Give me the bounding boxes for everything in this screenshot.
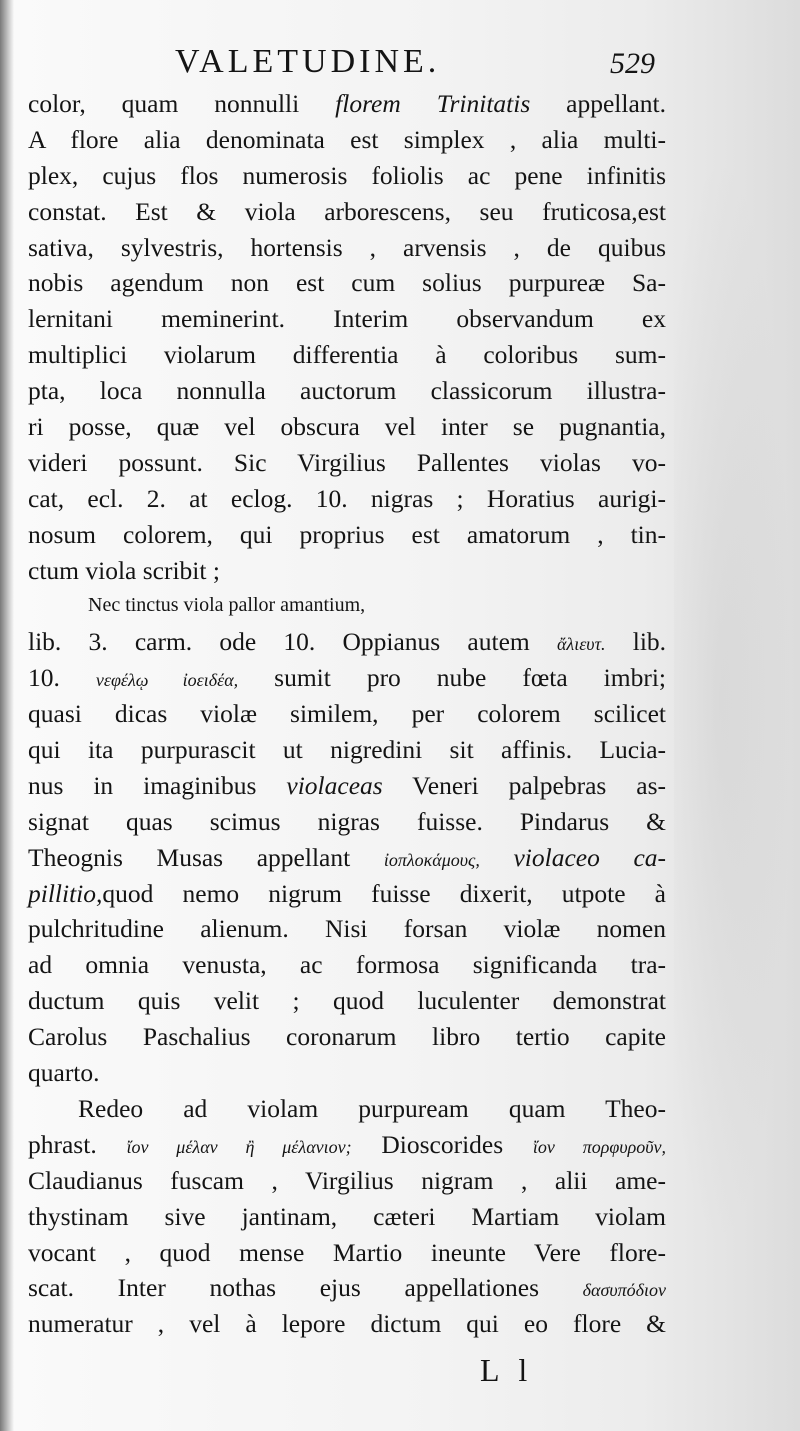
text-line: ad omnia venusta, ac formosa significanda tra-	[28, 950, 666, 980]
text-run: appellant.	[566, 89, 667, 118]
text-run: phrast.	[28, 1129, 97, 1159]
greek-run: ἴον πορφυροῦν,	[532, 1136, 667, 1157]
text-line	[28, 660, 666, 696]
greek-run: νεφέλῳ ἰοειδέα,	[95, 670, 239, 691]
page-header	[30, 42, 670, 82]
text-line: numeratur , vel à lepore dictum qui eo flore &	[28, 1309, 666, 1339]
text-line: Claudianus fuscam , Virgilius nigram , alii ame-	[28, 1165, 666, 1195]
text-line: multiplici violarum differentia à coloribus sum-	[28, 340, 666, 370]
italic-run: violaceo ca-	[513, 842, 667, 872]
text-line: quarto.	[28, 1058, 100, 1088]
show-through-shadow	[674, 150, 792, 1250]
text-run: color, quam nonnulli	[28, 89, 300, 118]
text-run: sumit pro nube fœta imbri;	[274, 663, 667, 693]
greek-run: ἴον μέλαν ἢ μέλανιον;	[126, 1136, 352, 1157]
text-line: ctum viola scribit ;	[28, 555, 220, 585]
text-line: signat quas scimus nigras fuisse. Pindarus &	[28, 806, 666, 836]
text-line: Carolus Paschalius coronarum libro tertio capite	[28, 1022, 666, 1052]
italic-run: pillitio,	[28, 878, 103, 908]
text-line	[28, 1270, 666, 1306]
text-line: cat, ecl. 2. at eclog. 10. nigras ; Horatius aurigi-	[28, 483, 666, 513]
text-run: scat. Inter nothas ejus appellationes	[28, 1273, 539, 1303]
running-head: VALETUDINE.	[175, 43, 441, 80]
greek-run: ἰοπλοκάμους,	[383, 849, 480, 870]
text-line: pulchritudine alienum. Nisi forsan violæ nomen	[28, 914, 666, 944]
text-line: vocant , quod mense Martio ineunte Vere flore-	[28, 1237, 666, 1267]
body-text	[28, 86, 666, 1342]
page-gutter-shadow	[0, 0, 14, 1431]
text-run: nus in imaginibus	[28, 770, 257, 800]
text-line: ductum quis velit ; quod luculenter demonstrat	[28, 986, 666, 1016]
text-run: Theognis Musas appellant	[28, 842, 351, 872]
verse-quotation: Nec tinctus viola pallor amantium,	[88, 594, 366, 617]
italic-run: violaceas	[286, 770, 383, 800]
text-line: Redeo ad violam purpuream quam Theo-	[78, 1093, 666, 1123]
signature-mark: L l	[480, 1352, 534, 1388]
greek-run: δασυπόδιον	[582, 1280, 667, 1301]
text-run: Dioscorides	[381, 1129, 504, 1159]
text-line: ri posse, quæ vel obscura vel inter se pugnantia,	[28, 412, 666, 442]
text-line	[28, 768, 666, 804]
text-line	[28, 1127, 666, 1163]
text-line	[28, 624, 666, 660]
greek-run: ἄλιευτ.	[556, 634, 606, 655]
text-line: sativa, sylvestris, hortensis , arvensis , de quibus	[28, 232, 666, 262]
text-run: lib. 3. carm. ode 10. Oppianus autem	[28, 627, 530, 657]
text-line: thystinam sive jantinam, cæteri Martiam violam	[28, 1201, 666, 1231]
text-line: lernitani meminerint. Interim observandum ex	[28, 304, 666, 334]
text-line: nosum colorem, qui proprius est amatorum , tin-	[28, 519, 666, 549]
text-run: quod nemo nigrum fuisse dixerit, utpote à	[102, 878, 666, 908]
text-line	[28, 876, 666, 912]
text-line: quasi dicas violæ similem, per colorem scilicet	[28, 699, 666, 729]
page-number: 529	[610, 47, 655, 80]
text-line: A flore alia denominata est simplex , alia multi-	[28, 124, 666, 154]
text-run: lib.	[632, 627, 667, 657]
text-line	[28, 86, 666, 122]
text-line: qui ita purpurascit ut nigredini sit affinis. Lucia-	[28, 735, 666, 765]
text-run: Veneri palpebras as-	[412, 770, 667, 800]
text-line: constat. Est & viola arborescens, seu fruticosa,est	[28, 196, 666, 226]
text-line: pta, loca nonnulla auctorum classicorum illustra-	[28, 376, 666, 406]
text-run: 10.	[28, 663, 60, 693]
text-line: plex, cujus flos numerosis foliolis ac pene infinitis	[28, 160, 666, 190]
text-line	[28, 840, 666, 876]
text-line: nobis agendum non est cum solius purpureæ Sa-	[28, 268, 666, 298]
text-line: videri possunt. Sic Virgilius Pallentes violas vo-	[28, 447, 666, 477]
italic-run: florem Trinitatis	[335, 89, 531, 118]
